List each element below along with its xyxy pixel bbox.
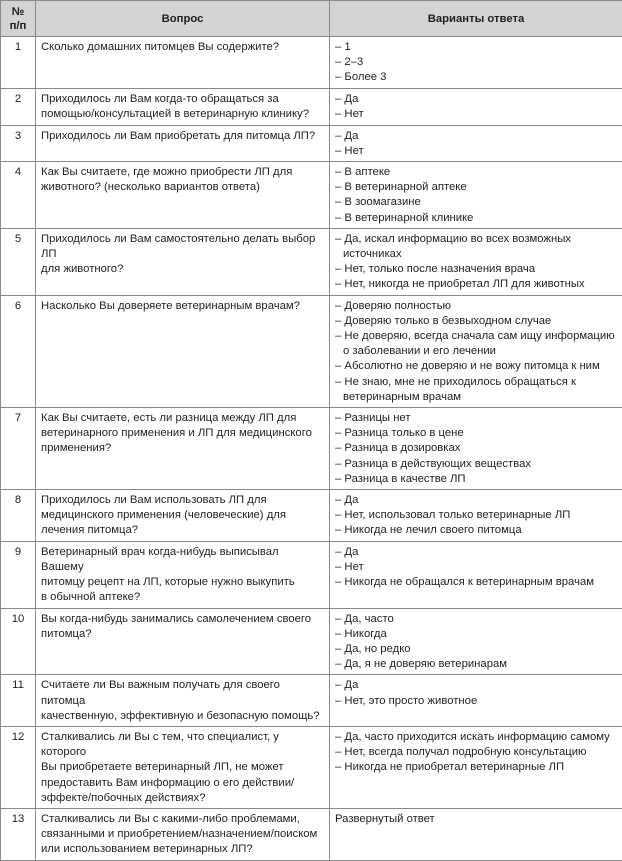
- question-text-line: Сталкивались ли Вы с тем, что специалист, у которого: [41, 730, 324, 760]
- row-number: 1: [1, 37, 36, 89]
- answer-option: – Никогда не лечил своего питомца: [335, 523, 617, 538]
- row-number: 10: [1, 608, 36, 675]
- answer-option: – Не знаю, мне не приходилось обращаться к ветеринарным врачам: [335, 375, 617, 405]
- answer-options-cell: [330, 490, 622, 542]
- question-text-line: лечения питомца?: [41, 523, 324, 538]
- answer-option: – Да, часто приходится искать информацию самому: [335, 730, 617, 745]
- answer-option: – В зоомагазине: [335, 195, 617, 210]
- row-number: 8: [1, 490, 36, 542]
- row-number: 12: [1, 726, 36, 808]
- question-cell: [36, 125, 330, 161]
- answer-option: – Нет, только после назначения врача: [335, 262, 617, 277]
- question-cell: [36, 37, 330, 89]
- table-row: [1, 125, 622, 161]
- answer-option: – Да, я не доверяю ветеринарам: [335, 657, 617, 672]
- answer-options-cell: [330, 162, 622, 229]
- question-text-line: предоставить Вам информацию о его действии/: [41, 776, 324, 791]
- answer-option: – 1: [335, 40, 617, 55]
- question-text-line: Вы приобретаете ветеринарный ЛП, не может: [41, 760, 324, 775]
- row-number: 9: [1, 541, 36, 608]
- question-text-line: Приходилось ли Вам самостоятельно делать выбор ЛП: [41, 232, 324, 262]
- table-row: [1, 37, 622, 89]
- answer-option: – Абсолютно не доверяю и не вожу питомца к ним: [335, 359, 617, 374]
- answer-option: – Разница в действующих веществах: [335, 457, 617, 472]
- answer-option: – Нет, использовал только ветеринарные ЛП: [335, 508, 617, 523]
- question-text-line: Сталкивались ли Вы с какими-либо проблемами,: [41, 812, 324, 827]
- header-number: [1, 1, 36, 37]
- row-number: 2: [1, 88, 36, 125]
- header-question: Вопрос: [36, 1, 330, 37]
- answer-option: – Никогда не обращался к ветеринарным врачам: [335, 575, 617, 590]
- question-cell: [36, 490, 330, 542]
- question-text-line: Приходилось ли Вам когда-то обращаться за: [41, 92, 324, 107]
- row-number: 11: [1, 675, 36, 727]
- answer-option: – Нет: [335, 107, 617, 122]
- answer-option: – Разницы нет: [335, 411, 617, 426]
- answer-option: – Да, часто: [335, 612, 617, 627]
- header-answers: Варианты ответа: [330, 1, 622, 37]
- question-cell: [36, 608, 330, 675]
- answer-options-cell: [330, 408, 622, 490]
- question-text-line: эффекте/побочных действиях?: [41, 791, 324, 806]
- row-number: 4: [1, 162, 36, 229]
- question-text-line: Ветеринарный врач когда-нибудь выписывал Вашему: [41, 545, 324, 575]
- answer-option: – В аптеке: [335, 165, 617, 180]
- question-cell: [36, 162, 330, 229]
- question-text-line: животного? (несколько вариантов ответа): [41, 180, 324, 195]
- answer-option: – Нет, никогда не приобретал ЛП для животных: [335, 277, 617, 292]
- question-text-line: Сколько домашних питомцев Вы содержите?: [41, 40, 324, 55]
- question-text-line: медицинского применения (человеческие) для: [41, 508, 324, 523]
- question-cell: [36, 88, 330, 125]
- question-cell: [36, 541, 330, 608]
- question-text-line: Вы когда-нибудь занимались самолечением своего: [41, 612, 324, 627]
- question-text-line: качественную, эффективную и безопасную помощь?: [41, 709, 324, 724]
- question-text-line: Как Вы считаете, есть ли разница между ЛП для: [41, 411, 324, 426]
- answer-option: – Более 3: [335, 70, 617, 85]
- row-number: 7: [1, 408, 36, 490]
- question-text-line: помощью/консультацией в ветеринарную клинику?: [41, 107, 324, 122]
- question-cell: [36, 228, 330, 295]
- answer-option: – Никогда не приобретал ветеринарные ЛП: [335, 760, 617, 775]
- row-number: 13: [1, 808, 36, 860]
- question-cell: [36, 408, 330, 490]
- header-number-abbrev: п/п: [1, 19, 35, 33]
- question-cell: [36, 808, 330, 860]
- answer-option: – Да: [335, 129, 617, 144]
- question-text-line: Насколько Вы доверяете ветеринарным врачам?: [41, 299, 324, 314]
- answer-option: – В ветеринарной аптеке: [335, 180, 617, 195]
- table-row: [1, 408, 622, 490]
- answer-options-cell: [330, 88, 622, 125]
- answer-option: – Доверяю полностью: [335, 299, 617, 314]
- answer-option: – Да: [335, 493, 617, 508]
- table-row: [1, 162, 622, 229]
- answer-option: – В ветеринарной клинике: [335, 211, 617, 226]
- answer-options-cell: [330, 608, 622, 675]
- question-text-line: Как Вы считаете, где можно приобрести ЛП для: [41, 165, 324, 180]
- answer-option: – Разница в качестве ЛП: [335, 472, 617, 487]
- question-cell: [36, 295, 330, 407]
- row-number: 6: [1, 295, 36, 407]
- answer-option: – Нет, всегда получал подробную консультацию: [335, 745, 617, 760]
- answer-option: – Да, но редко: [335, 642, 617, 657]
- table-row: [1, 88, 622, 125]
- table-row: [1, 726, 622, 808]
- table-row: [1, 808, 622, 860]
- answer-option: – Не доверяю, всегда сначала сам ищу информацию о заболевании и его лечении: [335, 329, 617, 359]
- header-number-sign: №: [1, 5, 35, 19]
- answer-option: – Разница в дозировках: [335, 441, 617, 456]
- table-body: [1, 37, 622, 861]
- question-text-line: ветеринарного применения и ЛП для медицинского: [41, 426, 324, 441]
- answer-option: Развернутый ответ: [335, 812, 617, 827]
- answer-options-cell: [330, 37, 622, 89]
- answer-options-cell: [330, 808, 622, 860]
- answer-option: – Да: [335, 545, 617, 560]
- question-cell: [36, 726, 330, 808]
- answer-option: – Нет: [335, 144, 617, 159]
- question-text-line: в обычной аптеке?: [41, 590, 324, 605]
- answer-option: – Да: [335, 678, 617, 693]
- question-text-line: Приходилось ли Вам использовать ЛП для: [41, 493, 324, 508]
- table-row: [1, 608, 622, 675]
- answer-option: – Да: [335, 92, 617, 107]
- answer-options-cell: [330, 295, 622, 407]
- table-header-row: [1, 1, 622, 37]
- question-text-line: применения?: [41, 441, 324, 456]
- table-row: [1, 295, 622, 407]
- answer-option: – 2–3: [335, 55, 617, 70]
- table-row: [1, 541, 622, 608]
- row-number: 5: [1, 228, 36, 295]
- table-row: [1, 228, 622, 295]
- question-text-line: или использованием ветеринарных ЛП?: [41, 842, 324, 857]
- question-text-line: Считаете ли Вы важным получать для своего питомца: [41, 678, 324, 708]
- answer-option: – Нет, это просто животное: [335, 694, 617, 709]
- answer-option: – Разница только в цене: [335, 426, 617, 441]
- answer-options-cell: [330, 228, 622, 295]
- question-text-line: питомца?: [41, 627, 324, 642]
- answer-options-cell: [330, 125, 622, 161]
- answer-option: – Да, искал информацию во всех возможных источниках: [335, 232, 617, 262]
- question-cell: [36, 675, 330, 727]
- question-text-line: Приходилось ли Вам приобретать для питомца ЛП?: [41, 129, 324, 144]
- table-row: [1, 675, 622, 727]
- answer-options-cell: [330, 675, 622, 727]
- table-row: [1, 490, 622, 542]
- answer-options-cell: [330, 541, 622, 608]
- question-text-line: питомцу рецепт на ЛП, которые нужно выкупить: [41, 575, 324, 590]
- answer-option: – Доверяю только в безвыходном случае: [335, 314, 617, 329]
- answer-options-cell: [330, 726, 622, 808]
- question-text-line: для животного?: [41, 262, 324, 277]
- row-number: 3: [1, 125, 36, 161]
- answer-option: – Никогда: [335, 627, 617, 642]
- question-text-line: связанными и приобретением/назначением/поиском: [41, 827, 324, 842]
- answer-option: – Нет: [335, 560, 617, 575]
